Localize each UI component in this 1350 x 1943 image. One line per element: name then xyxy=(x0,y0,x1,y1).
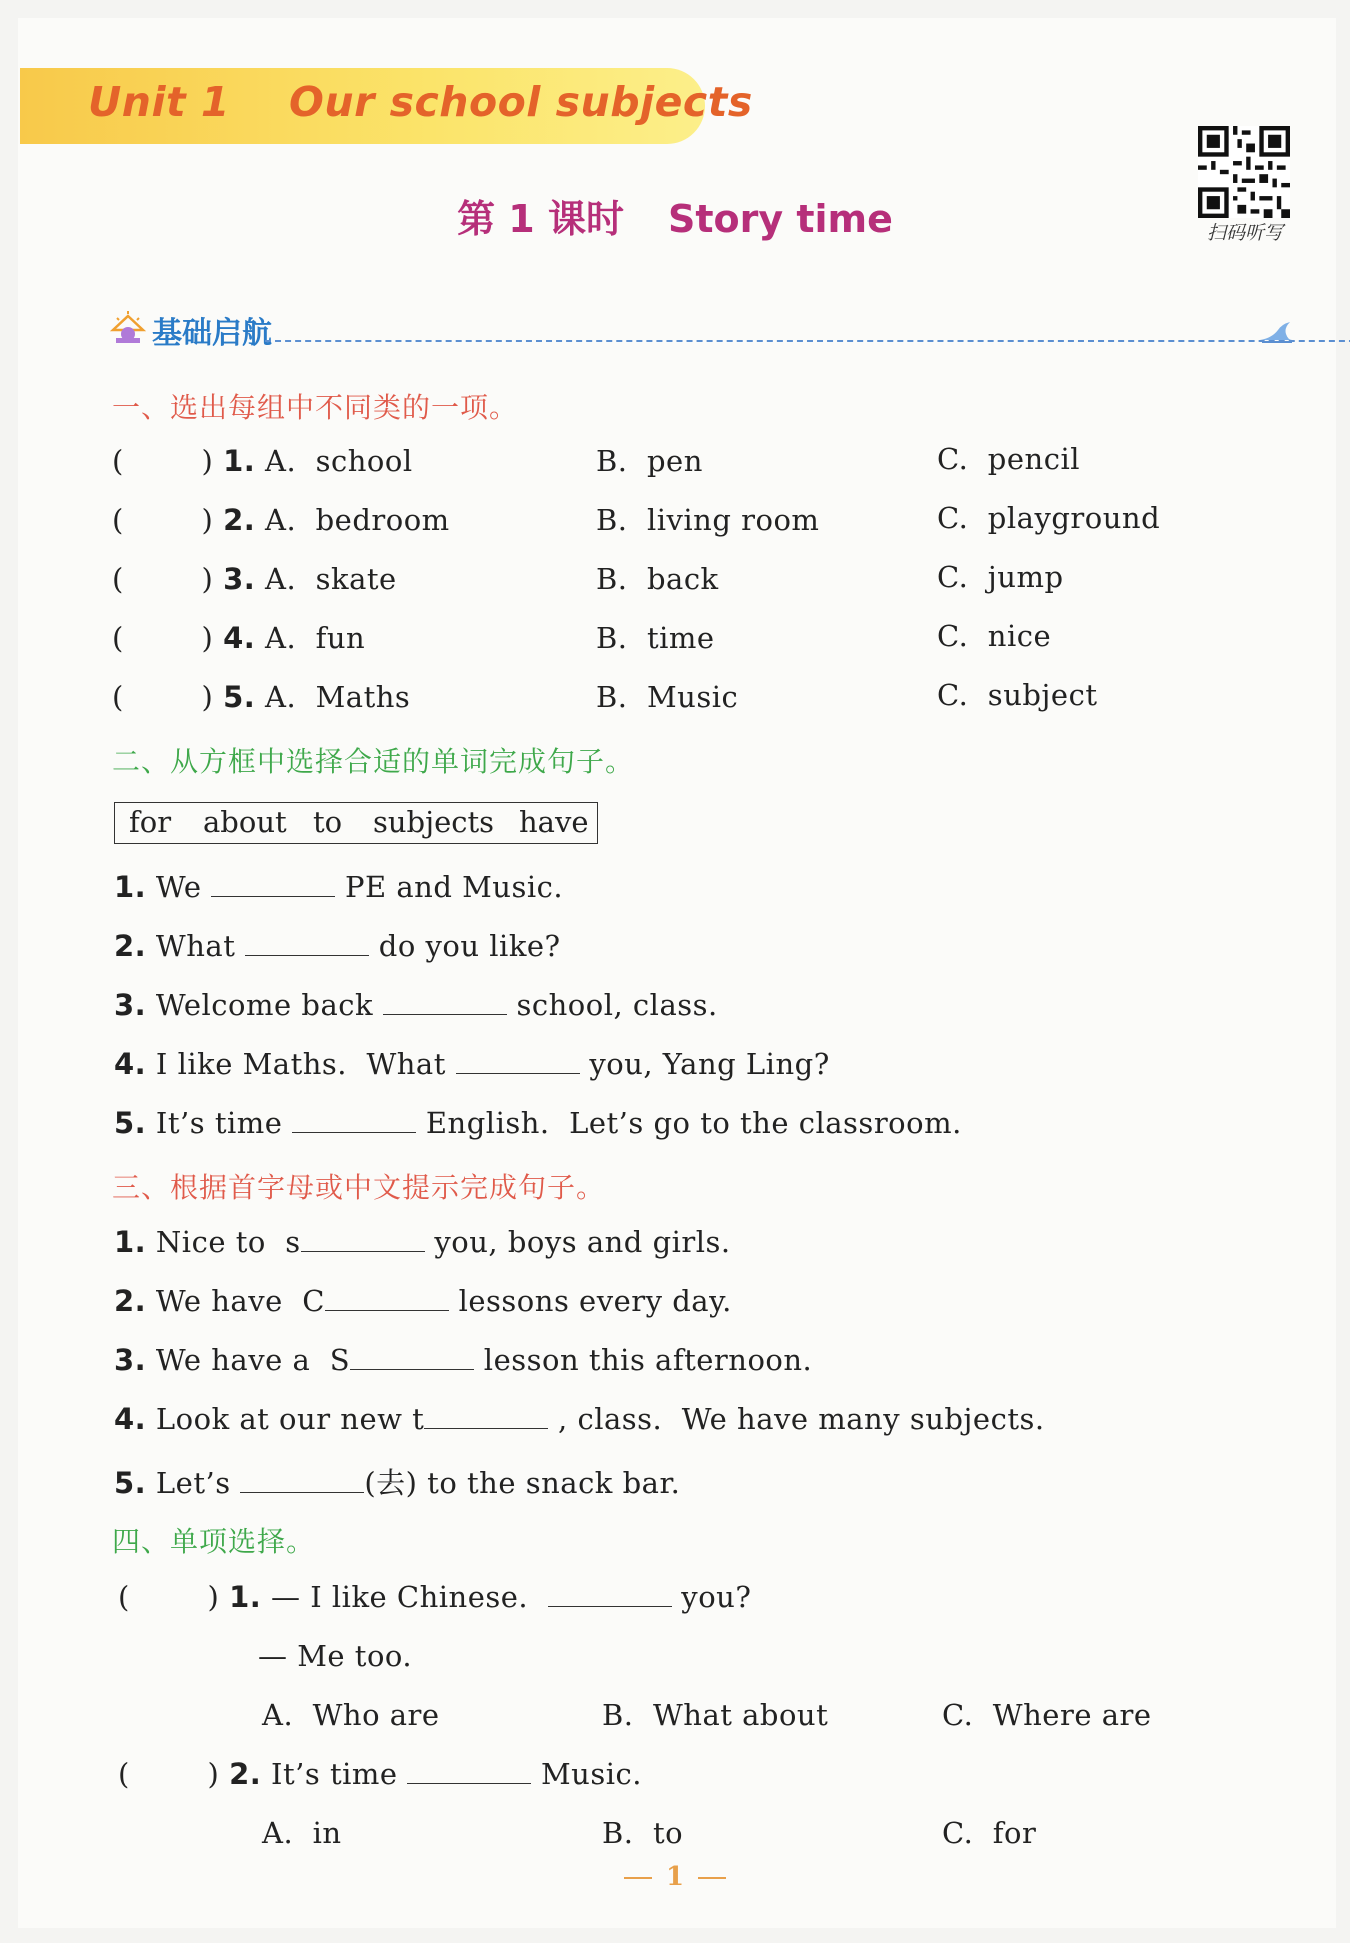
option-b: B. to xyxy=(602,1816,684,1850)
part1-row-1 xyxy=(112,444,413,478)
answer-blank[interactable] xyxy=(325,1286,449,1311)
item-number: 4. xyxy=(114,1047,147,1081)
answer-blank[interactable] xyxy=(424,1404,548,1429)
item-number: 2. xyxy=(114,1284,147,1318)
part4-title: 四、单项选择。 xyxy=(112,1525,316,1558)
sentence-end: you? xyxy=(671,1580,752,1614)
option-b: B. time xyxy=(596,621,715,655)
answer-paren[interactable]: ( ) xyxy=(118,1580,220,1614)
word-choice: have xyxy=(519,805,589,839)
item-number: 2. xyxy=(229,1757,262,1791)
word-choice: for xyxy=(129,805,172,839)
wave-icon xyxy=(1258,318,1294,344)
sentence-end: do you like? xyxy=(369,929,561,963)
sentence-end: lessons every day. xyxy=(448,1284,732,1318)
part3-item-3 xyxy=(114,1343,812,1377)
sentence-start: Welcome back xyxy=(146,988,383,1022)
lesson-name: Story time xyxy=(667,197,893,241)
answer-blank[interactable] xyxy=(456,1049,580,1074)
sentence-start: I like Maths. What xyxy=(146,1047,456,1081)
sentence-end: you, Yang Ling? xyxy=(579,1047,830,1081)
answer-blank[interactable] xyxy=(301,1227,425,1252)
page-number-text: 1 xyxy=(665,1862,685,1892)
option-c: C. playground xyxy=(937,501,1161,535)
option-a: A. Who are xyxy=(262,1698,440,1732)
sentence-start: Let’s xyxy=(146,1466,241,1500)
answer-blank[interactable] xyxy=(245,931,369,956)
section-divider xyxy=(265,340,1350,342)
item-number: 4. xyxy=(114,1402,147,1436)
option-b: B. What about xyxy=(602,1698,829,1732)
word-choice: subjects xyxy=(373,805,495,839)
qr-code-icon[interactable] xyxy=(1198,126,1290,218)
sentence-end: (去) to the snack bar. xyxy=(364,1466,681,1500)
part1-row-5 xyxy=(112,680,410,714)
item-number: 5. xyxy=(114,1106,147,1140)
answer-blank[interactable] xyxy=(240,1468,364,1493)
option-a: A. bedroom xyxy=(265,503,450,537)
sentence-start: We have a S xyxy=(146,1343,351,1377)
answer-blank[interactable] xyxy=(211,872,335,897)
word-box xyxy=(114,802,598,844)
item-number: 3. xyxy=(223,562,256,596)
sentence-end: school, class. xyxy=(506,988,718,1022)
sentence-start: Nice to s xyxy=(146,1225,301,1259)
item-number: 2. xyxy=(223,503,256,537)
option-c: C. for xyxy=(942,1816,1037,1850)
unit-title: Unit 1 Our school subjects xyxy=(88,78,753,126)
option-b: B. pen xyxy=(596,444,703,478)
option-b: B. living room xyxy=(596,503,820,537)
sentence-start: Look at our new t xyxy=(146,1402,425,1436)
item-number: 4. xyxy=(223,621,256,655)
part1-title: 一、选出每组中不同类的一项。 xyxy=(112,391,519,424)
part4-q2 xyxy=(118,1757,642,1791)
part3-item-4 xyxy=(114,1402,1045,1436)
qr-label: 扫码听写 xyxy=(1206,222,1283,244)
answer-blank[interactable] xyxy=(548,1582,672,1607)
answer-blank[interactable] xyxy=(407,1759,531,1784)
lesson-label: 第 1 课时 xyxy=(457,197,624,241)
part3-item-1 xyxy=(114,1225,731,1259)
item-number: 1. xyxy=(229,1580,262,1614)
item-number: 5. xyxy=(223,680,256,714)
sentence-start: — I like Chinese. xyxy=(261,1580,548,1614)
part1-row-4 xyxy=(112,621,365,655)
item-number: 1. xyxy=(114,870,147,904)
sentence-end: English. Let’s go to the classroom. xyxy=(416,1106,962,1140)
item-number: 5. xyxy=(114,1466,147,1500)
sentence-start: We have C xyxy=(146,1284,325,1318)
section-title: 基础启航 xyxy=(152,316,272,351)
sentence-end: PE and Music. xyxy=(335,870,564,904)
part1-row-3 xyxy=(112,562,397,596)
part3-item-5 xyxy=(114,1461,680,1502)
part2-title: 二、从方框中选择合适的单词完成句子。 xyxy=(112,745,635,778)
option-a: A. fun xyxy=(265,621,366,655)
answer-blank[interactable] xyxy=(292,1108,416,1133)
part2-item-3 xyxy=(114,988,718,1022)
sentence-start: We xyxy=(146,870,212,904)
option-c: C. subject xyxy=(937,678,1098,712)
option-b: B. Music xyxy=(596,680,739,714)
answer-paren[interactable]: ( ) xyxy=(112,680,214,714)
option-b: B. back xyxy=(596,562,719,596)
sentence-end: lesson this afternoon. xyxy=(474,1343,813,1377)
option-a: A. Maths xyxy=(265,680,411,714)
sentence-start: It’s time xyxy=(146,1106,293,1140)
answer-paren[interactable]: ( ) xyxy=(112,621,214,655)
item-number: 2. xyxy=(114,929,147,963)
part3-title: 三、根据首字母或中文提示完成句子。 xyxy=(112,1171,606,1204)
option-c: C. nice xyxy=(937,619,1052,653)
answer-blank[interactable] xyxy=(350,1345,474,1370)
sun-house-icon xyxy=(110,310,146,346)
option-c: C. Where are xyxy=(942,1698,1152,1732)
answer-paren[interactable]: ( ) xyxy=(118,1757,220,1791)
part4-q1 xyxy=(118,1580,751,1614)
option-a: A. school xyxy=(265,444,413,478)
lesson-title xyxy=(0,188,1350,243)
option-a: A. in xyxy=(262,1816,342,1850)
item-number: 3. xyxy=(114,988,147,1022)
part2-item-2 xyxy=(114,929,561,963)
item-number: 1. xyxy=(223,444,256,478)
part2-item-4 xyxy=(114,1047,830,1081)
sentence-end: , class. We have many subjects. xyxy=(548,1402,1045,1436)
option-a: A. skate xyxy=(265,562,397,596)
part1-row-2 xyxy=(112,503,450,537)
answer-blank[interactable] xyxy=(383,990,507,1015)
sentence-start: It’s time xyxy=(261,1757,408,1791)
answer-paren[interactable]: ( ) xyxy=(112,444,214,478)
answer-paren[interactable]: ( ) xyxy=(112,503,214,537)
item-number: 1. xyxy=(114,1225,147,1259)
answer-paren[interactable]: ( ) xyxy=(112,562,214,596)
page-number xyxy=(0,1862,1350,1892)
part3-item-2 xyxy=(114,1284,732,1318)
word-choice: about xyxy=(203,805,287,839)
sentence-end: you, boys and girls. xyxy=(424,1225,731,1259)
sentence-end: Music. xyxy=(531,1757,642,1791)
page xyxy=(18,18,1336,1928)
part2-item-5 xyxy=(114,1106,962,1140)
item-number: 3. xyxy=(114,1343,147,1377)
part4-q1-reply: — Me too. xyxy=(258,1639,413,1673)
part2-item-1 xyxy=(114,870,563,904)
option-c: C. jump xyxy=(937,560,1064,594)
sentence-start: What xyxy=(146,929,246,963)
option-c: C. pencil xyxy=(937,442,1081,476)
word-choice: to xyxy=(313,805,343,839)
